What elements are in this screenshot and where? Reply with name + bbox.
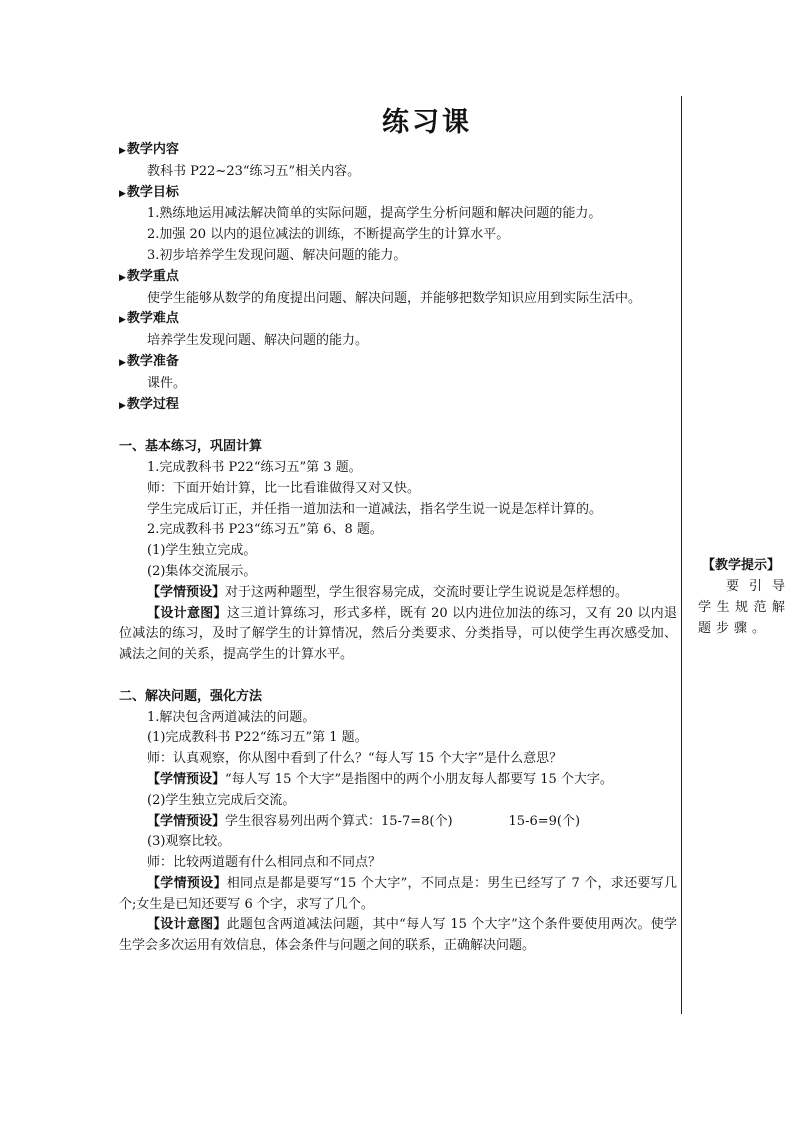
section-1-line: (1)学生独立完成。 xyxy=(147,543,257,559)
triangle-bullet-icon: ▶ xyxy=(119,146,126,156)
section-1-paragraph: 【学情预设】对于这两种题型，学生很容易完成，交流时要让学生说说是怎样想的。 xyxy=(147,584,629,600)
section-2-line: 师：认真观察，你从图中看到了什么？“每人写 15 个大字”是什么意思？ xyxy=(147,751,563,767)
triangle-bullet-icon: ▶ xyxy=(119,272,126,283)
section-2-line: (2)学生独立完成后交流。 xyxy=(147,792,296,808)
heading-goals: ▶教学目标 xyxy=(119,184,179,200)
heading-process: ▶教学过程 xyxy=(119,396,179,412)
section-2-line: (3)观察比较。 xyxy=(147,834,231,850)
section-2-line: (1)完成教科书 P22“练习五”第 1 题。 xyxy=(147,730,368,746)
section-1-line: (2)集体交流展示。 xyxy=(147,563,257,579)
heading-prep: ▶教学准备 xyxy=(119,353,179,369)
section-2-paragraph: 【设计意图】此题包含两道减法问题，其中“每人写 15 个大字”这个条件要使用两次。使学生学会多次运用有效信息，体会条件与问题之间的联系，正确解决问题。 xyxy=(119,917,677,954)
difficulty-text: 培养学生发现问题、解决问题的能力。 xyxy=(147,333,369,349)
triangle-bullet-icon: ▶ xyxy=(119,315,126,326)
section-1-line: 1.完成教科书 P22“练习五”第 3 题。 xyxy=(147,459,362,475)
sidebar-body: 要引导学生规范解题步骤。 xyxy=(698,579,790,636)
goal-item: 3.初步培养学生发现问题、解决问题的能力。 xyxy=(147,247,407,263)
heading-difficulty: ▶教学难点 xyxy=(119,311,179,327)
section-2-title: 二、解决问题，强化方法 xyxy=(119,688,263,704)
section-2-line: 师：比较两道题有什么相同点和不同点？ xyxy=(147,855,382,871)
section-2-paragraph: 【学情预设】学生很容易列出两个算式：15-7=8(个) 15-6=9(个) xyxy=(147,813,581,829)
sidebar-title: 【教学提示】 xyxy=(702,558,781,573)
triangle-bullet-icon: ▶ xyxy=(119,357,126,368)
section-1-line: 2.完成教科书 P23“练习五”第 6、8 题。 xyxy=(147,522,383,538)
heading-key: ▶教学重点 xyxy=(119,268,179,284)
goal-item: 2.加强 20 以内的退位减法的训练，不断提高学生的计算水平。 xyxy=(147,227,510,243)
section-1-title: 一、基本练习，巩固计算 xyxy=(119,439,263,455)
heading-content: ▶教学内容 xyxy=(119,142,179,157)
triangle-bullet-icon: ▶ xyxy=(119,400,126,411)
section-2-line: 1.解决包含两道减法的问题。 xyxy=(147,709,316,725)
goal-item: 1.熟练地运用减法解决简单的实际问题，提高学生分析问题和解决问题的能力。 xyxy=(147,206,602,222)
content-text: 教科书 P22~23“练习五”相关内容。 xyxy=(147,163,361,179)
teaching-tip-sidebar xyxy=(698,555,790,639)
page-title: 练习课 xyxy=(382,107,472,138)
equation: 15-6=9(个) xyxy=(508,813,581,829)
section-2-paragraph: 【学情预设】相同点是都是要写“15 个大字”，不同点是：男生已经写了 7 个，求还要写几个;女生是已知还要写 6 个字，求写了几个。 xyxy=(119,875,677,912)
margin-divider xyxy=(681,96,682,1014)
prep-text: 课件。 xyxy=(147,375,187,391)
main-content xyxy=(119,140,677,957)
section-1-paragraph: 【设计意图】这三道计算练习，形式多样，既有 20 以内进位加法的练习，又有 20 以内退位减法的练习，及时了解学生的计算情况，然后分类要求、分类指导，可以使学生再次感受加、减法之间的关系，提高学生的计算水平。 xyxy=(119,605,677,663)
section-1-line: 学生完成后订正，并任指一道加法和一道减法，指名学生说一说是怎样计算的。 xyxy=(147,501,603,517)
key-text: 使学生能够从数学的角度提出问题、解决问题，并能够把数学知识应用到实际生活中。 xyxy=(147,290,642,306)
triangle-bullet-icon: ▶ xyxy=(119,188,126,199)
section-2-paragraph: 【学情预设】“每人写 15 个大字”是指图中的两个小朋友每人都要写 15 个大字。 xyxy=(147,771,613,787)
section-1-line: 师：下面开始计算，比一比看谁做得又对又快。 xyxy=(147,480,421,496)
